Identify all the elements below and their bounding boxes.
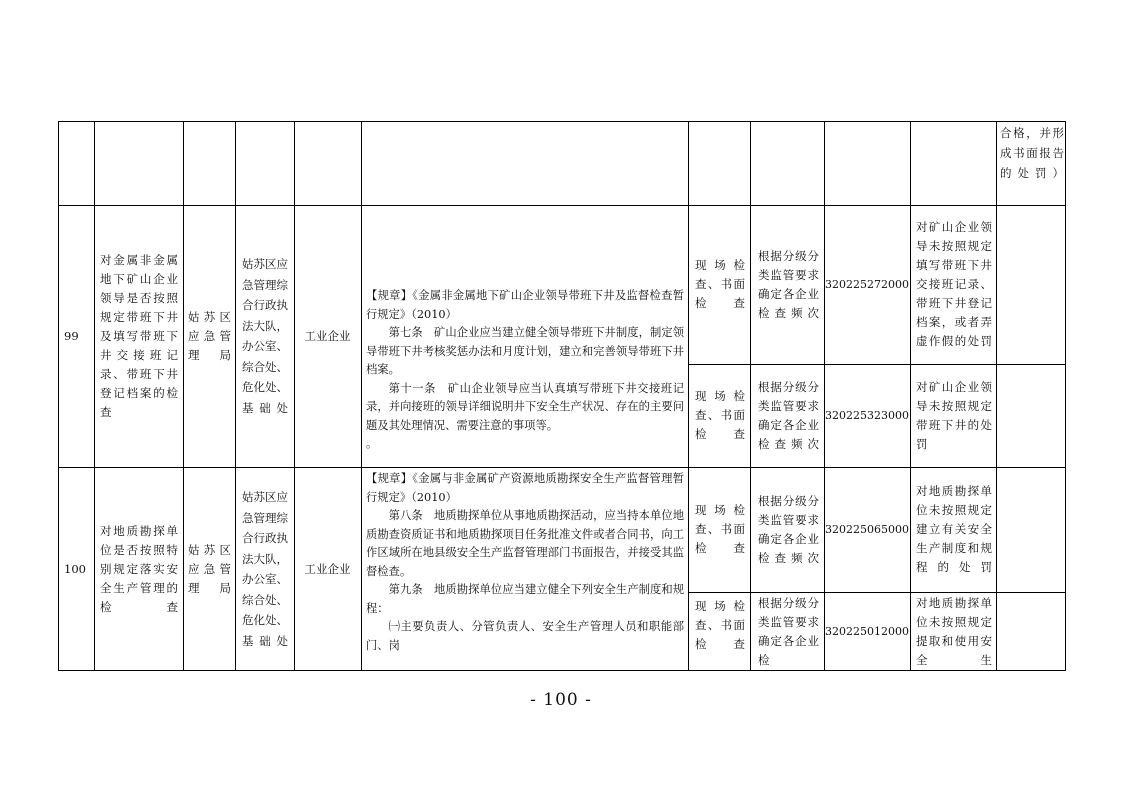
method-text: 现场检查、书面检查 bbox=[695, 503, 745, 555]
basis-paragraph: 第八条 地质勘探单位从事地质勘探活动，应当持本单位地质勘查资质证书和地质勘探项目任务批准文件或者合同书，向工作区域所在地县级安全生产监督管理部门书面报告，并接受其监督检查。 bbox=[366, 509, 684, 578]
item-code: 320225272000 bbox=[825, 278, 909, 291]
method-text: 现场检查、书面检查 bbox=[695, 389, 745, 441]
inspection-item: 对金属非金属地下矿山企业领导是否按照规定带班下井及填写带班下井交接班记录、带班下井登记档案的检查 bbox=[100, 252, 178, 419]
target-cell bbox=[294, 467, 361, 671]
frequency-text: 根据分级分类监管要求确定各企业检查频次 bbox=[758, 493, 819, 565]
remedy-text: 对矿山企业领导未按照规定带班下井的处罚 bbox=[916, 379, 992, 451]
remedy-tail-cell bbox=[1000, 123, 1064, 205]
department-cell bbox=[188, 205, 231, 467]
remedy-cell bbox=[916, 467, 992, 592]
remedy-cell bbox=[916, 594, 992, 669]
basis-paragraph: 第七条 矿山企业应当建立健全领导带班下井制度，制定领导带班下井考核奖惩办法和月度计划，建立和完善领导带班下井档案。 bbox=[366, 326, 684, 376]
col-divider bbox=[688, 121, 689, 671]
col-divider bbox=[183, 121, 184, 671]
unit-text: 姑苏区应急管理综合行政执法大队，办公室、综合处、危化处、基础处 bbox=[242, 257, 288, 415]
item-code: 320225323000 bbox=[825, 409, 909, 422]
legal-basis-cell bbox=[366, 287, 684, 454]
code-cell bbox=[824, 594, 910, 669]
department-text: 姑苏区应急管理局 bbox=[188, 542, 231, 595]
remedy-text: 对地质勘探单位未按照规定建立有关安全生产制度和规程的处罚 bbox=[916, 484, 992, 574]
col-divider bbox=[996, 121, 997, 671]
method-cell bbox=[695, 364, 745, 467]
remedy-tail-text: 合格，并形成书面报告的处罚） bbox=[1000, 126, 1064, 180]
department-cell bbox=[188, 467, 231, 671]
basis-title: 【规章】《金属非金属地下矿山企业领导带班下井及监督检查暂行规定》（2010） bbox=[366, 289, 684, 321]
target-cell bbox=[294, 205, 361, 467]
basis-paragraph: 第十一条 矿山企业领导应当认真填写带班下井交接班记录，并向接班的领导详细说明井下安全生产状况、存在的主要问题及其处理情况、需要注意的事项等。 bbox=[366, 381, 684, 432]
code-cell bbox=[824, 364, 910, 467]
method-cell bbox=[695, 205, 745, 364]
unit-cell bbox=[242, 205, 288, 467]
code-cell bbox=[824, 205, 910, 364]
remedy-text: 对矿山企业领导未按照规定填写带班下井交接班记录、带班下井登记档案，或者弄虚作假的处罚 bbox=[916, 220, 992, 348]
col-divider bbox=[94, 121, 95, 671]
method-text: 现场检查、书面检查 bbox=[695, 599, 745, 651]
frequency-cell bbox=[758, 467, 819, 592]
remedy-text: 对地质勘探单位未按照规定提取和使用安全生 bbox=[916, 596, 992, 667]
row-divider bbox=[688, 592, 1066, 593]
table-row bbox=[58, 467, 94, 671]
code-cell bbox=[824, 467, 910, 592]
frequency-cell bbox=[758, 594, 819, 669]
basis-title: 【规章】《金属与非金属矿产资源地质勘探安全生产监督管理暂行规定》（2010） bbox=[366, 472, 684, 504]
basis-paragraph: ㈠主要负责人、分管负责人、安全生产管理人员和职能部门、岗 bbox=[366, 620, 684, 652]
method-cell bbox=[695, 467, 745, 592]
basis-paragraph: 第九条 地质勘探单位应当建立健全下列安全生产制度和规程： bbox=[366, 583, 684, 615]
item-code: 320225065000 bbox=[825, 523, 909, 536]
inspection-item-cell bbox=[100, 467, 178, 671]
inspection-item: 对地质勘探单位是否按照特别规定落实安全生产管理的检查 bbox=[100, 523, 178, 614]
unit-cell bbox=[242, 467, 288, 671]
inspection-item-cell bbox=[100, 205, 178, 467]
frequency-text: 根据分级分类监管要求确定各企业检查频次 bbox=[758, 379, 819, 451]
col-divider bbox=[361, 121, 362, 671]
target-text: 工业企业 bbox=[304, 561, 351, 576]
frequency-cell bbox=[758, 205, 819, 364]
frequency-text: 根据分级分类监管要求确定各企业检查频次 bbox=[758, 248, 819, 320]
method-text: 现场检查、书面检查 bbox=[695, 258, 745, 310]
page-number: - 100 - bbox=[530, 690, 592, 710]
remedy-cell bbox=[916, 364, 992, 467]
method-cell bbox=[695, 597, 745, 669]
row-index: 99 bbox=[64, 328, 79, 343]
department-text: 姑苏区应急管理局 bbox=[188, 309, 231, 362]
unit-text: 姑苏区应急管理综合行政执法大队，办公室、综合处、危化处、基础处 bbox=[242, 490, 288, 648]
legal-basis-cell bbox=[366, 470, 684, 669]
table-row bbox=[58, 205, 94, 467]
frequency-cell bbox=[758, 364, 819, 467]
basis-tail: 。 bbox=[366, 437, 378, 450]
col-divider bbox=[750, 121, 751, 671]
col-divider bbox=[235, 121, 236, 671]
remedy-cell bbox=[916, 205, 992, 364]
item-code: 320225012000 bbox=[825, 625, 909, 638]
row-index: 100 bbox=[64, 561, 86, 576]
col-divider bbox=[910, 121, 911, 671]
frequency-text: 根据分级分类监管要求确定各企业检 bbox=[758, 596, 819, 667]
target-text: 工业企业 bbox=[304, 328, 351, 343]
